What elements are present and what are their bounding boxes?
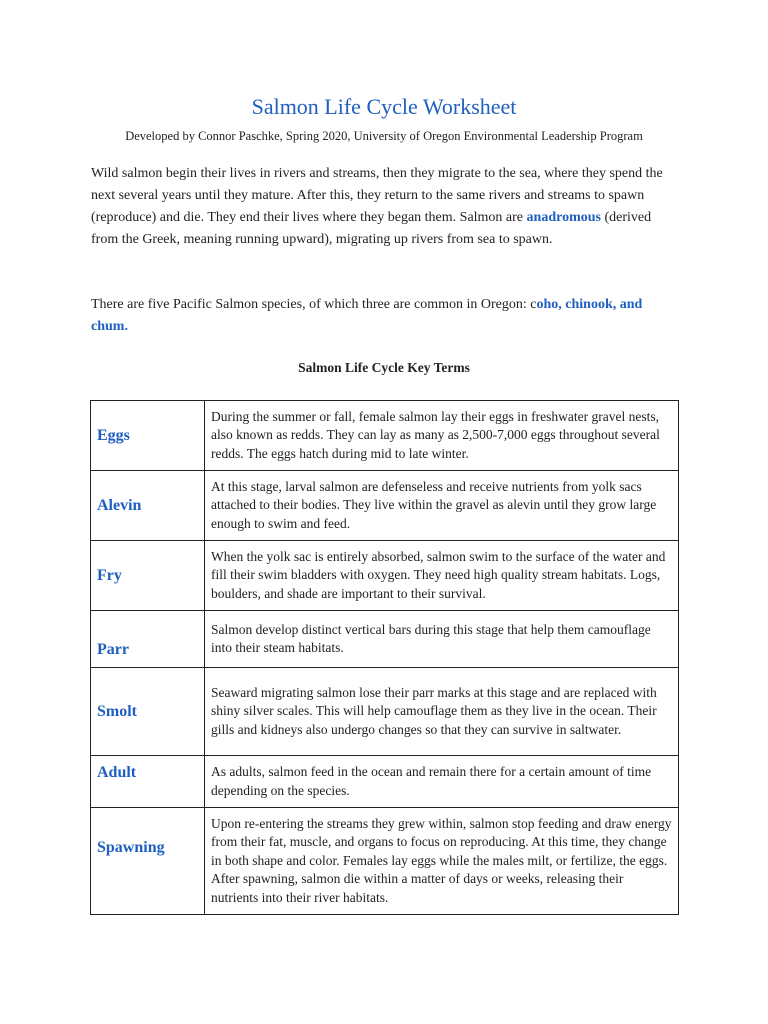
- term-eggs: Eggs: [91, 401, 205, 471]
- term-description: When the yolk sac is entirely absorbed, salmon swim to the surface of the water and fill their swim bladders with oxygen. They need high quality stream habitats. Logs, boulders, and shade are important to their survival.: [205, 541, 679, 611]
- term-description: At this stage, larval salmon are defenseless and receive nutrients from yolk sacs attached to their bodies. They live within the gravel as alevin until they grow large enough to swim and feed.: [205, 471, 679, 541]
- intro-text-end: (derived from the Greek, meaning running upward), migrating up rivers from sea to spawn.: [91, 210, 652, 247]
- table-row: [91, 668, 679, 756]
- term-description: During the summer or fall, female salmon lay their eggs in freshwater gravel nests, also known as redds. They can lay as many as 2,500-7,000 eggs throughout several redds. The eggs hatch during mid to late winter.: [205, 401, 679, 471]
- species-paragraph: [91, 294, 681, 338]
- table-row: [91, 541, 679, 611]
- page-title: Salmon Life Cycle Worksheet: [251, 94, 517, 119]
- species-names: oho, chinook, and chum.: [91, 297, 643, 334]
- page-subtitle: Developed by Connor Paschke, Spring 2020, University of Oregon Environmental Leadership Program: [125, 129, 643, 143]
- term-alevin: Alevin: [91, 471, 205, 541]
- table-row: [91, 808, 679, 915]
- key-terms-table: [90, 400, 679, 915]
- term-fry: Fry: [91, 541, 205, 611]
- species-text: There are five Pacific Salmon species, of which three are common in Oregon: c: [91, 297, 537, 312]
- term-description: Seaward migrating salmon lose their parr marks at this stage and are replaced with shiny silver scales. This will help camouflage them as they live in the ocean. Their gills and kidneys also undergo changes so that they can survive in saltwater.: [205, 668, 679, 756]
- table-heading: Salmon Life Cycle Key Terms: [298, 360, 470, 375]
- table-row: [91, 401, 679, 471]
- term-adult: Adult: [91, 756, 205, 808]
- table-row: [91, 611, 679, 668]
- term-description: Upon re-entering the streams they grew within, salmon stop feeding and draw energy from their fat, muscle, and organs to focus on reproducing. At this time, they change in both shape and color. Females lay eggs while the males milt, or fertilize, the eggs. After spawning, salmon die within a matter of days or weeks, releasing their nutrients into their river habitats.: [205, 808, 679, 915]
- table-row: [91, 471, 679, 541]
- intro-paragraph: [91, 163, 681, 251]
- term-description: As adults, salmon feed in the ocean and remain there for a certain amount of time depending on the species.: [205, 756, 679, 808]
- anadromous-term: anadromous: [526, 210, 601, 225]
- term-parr: Parr: [91, 611, 205, 668]
- table-row: [91, 756, 679, 808]
- term-smolt: Smolt: [91, 668, 205, 756]
- term-spawning: Spawning: [91, 808, 205, 915]
- intro-text-start: Wild salmon begin their lives in rivers and streams, then they migrate to the sea, where they spend the next several years until they mature. After this, they return to the same rivers and streams to spawn (reproduce) and die. They end their lives where they began them. Salmon are: [91, 166, 663, 225]
- term-description: Salmon develop distinct vertical bars during this stage that help them camouflage into their steam habitats.: [205, 611, 679, 668]
